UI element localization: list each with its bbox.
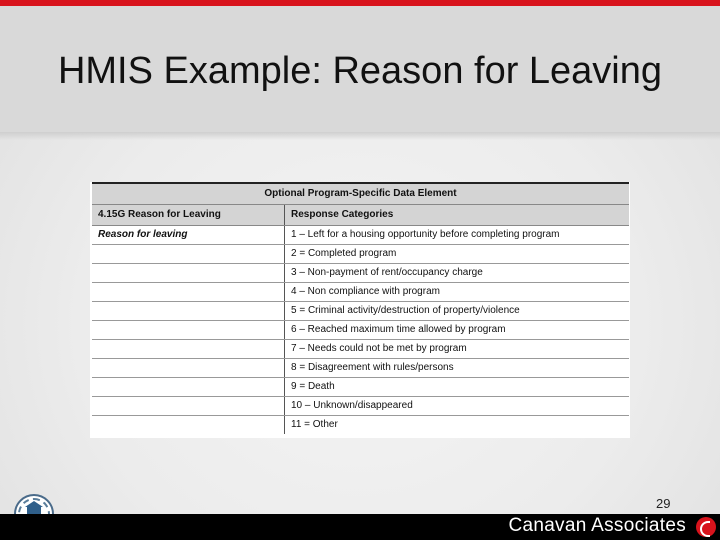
table-cell-element [92, 416, 285, 435]
title-band [0, 6, 720, 132]
table-cell-element [92, 397, 285, 416]
column-header-element: 4.15G Reason for Leaving [92, 205, 285, 226]
table-cell-element [92, 245, 285, 264]
table-row [92, 359, 629, 378]
table-cell-response: 4 – Non compliance with program [285, 283, 630, 302]
footer-bar [0, 514, 720, 540]
company-name: Canavan Associates [508, 515, 686, 536]
table-cell-response: 1 – Left for a housing opportunity before completing program [285, 226, 630, 245]
table-cell-element [92, 264, 285, 283]
column-header-responses: Response Categories [285, 205, 630, 226]
table-cell-element [92, 321, 285, 340]
table-cell-response: 3 – Non-payment of rent/occupancy charge [285, 264, 630, 283]
table-row [92, 340, 629, 359]
table-cell-element [92, 378, 285, 397]
table-row [92, 397, 629, 416]
table-cell-response: 5 = Criminal activity/destruction of property/violence [285, 302, 630, 321]
reason-for-leaving-table [92, 182, 629, 434]
table-header-row [92, 205, 629, 226]
page-number: 29 [656, 496, 671, 511]
table-row [92, 245, 629, 264]
table-row [92, 264, 629, 283]
table-caption-row [92, 183, 629, 205]
table-cell-response: 11 = Other [291, 419, 338, 430]
data-element-table-panel [90, 182, 630, 438]
table-cell-response: 7 – Needs could not be met by program [285, 340, 630, 359]
table-cell-response: 8 = Disagreement with rules/persons [285, 359, 630, 378]
table-cell-element [92, 359, 285, 378]
table-row [92, 226, 629, 245]
table-row [92, 302, 629, 321]
canavan-mark-icon [696, 517, 716, 537]
table-row [92, 283, 629, 302]
table-cell-element [92, 340, 285, 359]
table-row [92, 321, 629, 340]
slide-title: HMIS Example: Reason for Leaving [57, 50, 663, 92]
table-cell-response: 6 – Reached maximum time allowed by program [285, 321, 630, 340]
table-cell-response: 2 = Completed program [285, 245, 630, 264]
table-cell-element [92, 302, 285, 321]
table-row [92, 416, 629, 435]
table-caption: Optional Program-Specific Data Element [92, 183, 629, 205]
table-cell-response: 10 – Unknown/disappeared [285, 397, 630, 416]
table-cell-element [92, 283, 285, 302]
table-cell-response: 9 = Death [285, 378, 630, 397]
canavan-mark-c [700, 521, 710, 537]
table-cell-element: Reason for leaving [92, 226, 285, 245]
table-row [92, 378, 629, 397]
title-shadow [0, 132, 720, 140]
